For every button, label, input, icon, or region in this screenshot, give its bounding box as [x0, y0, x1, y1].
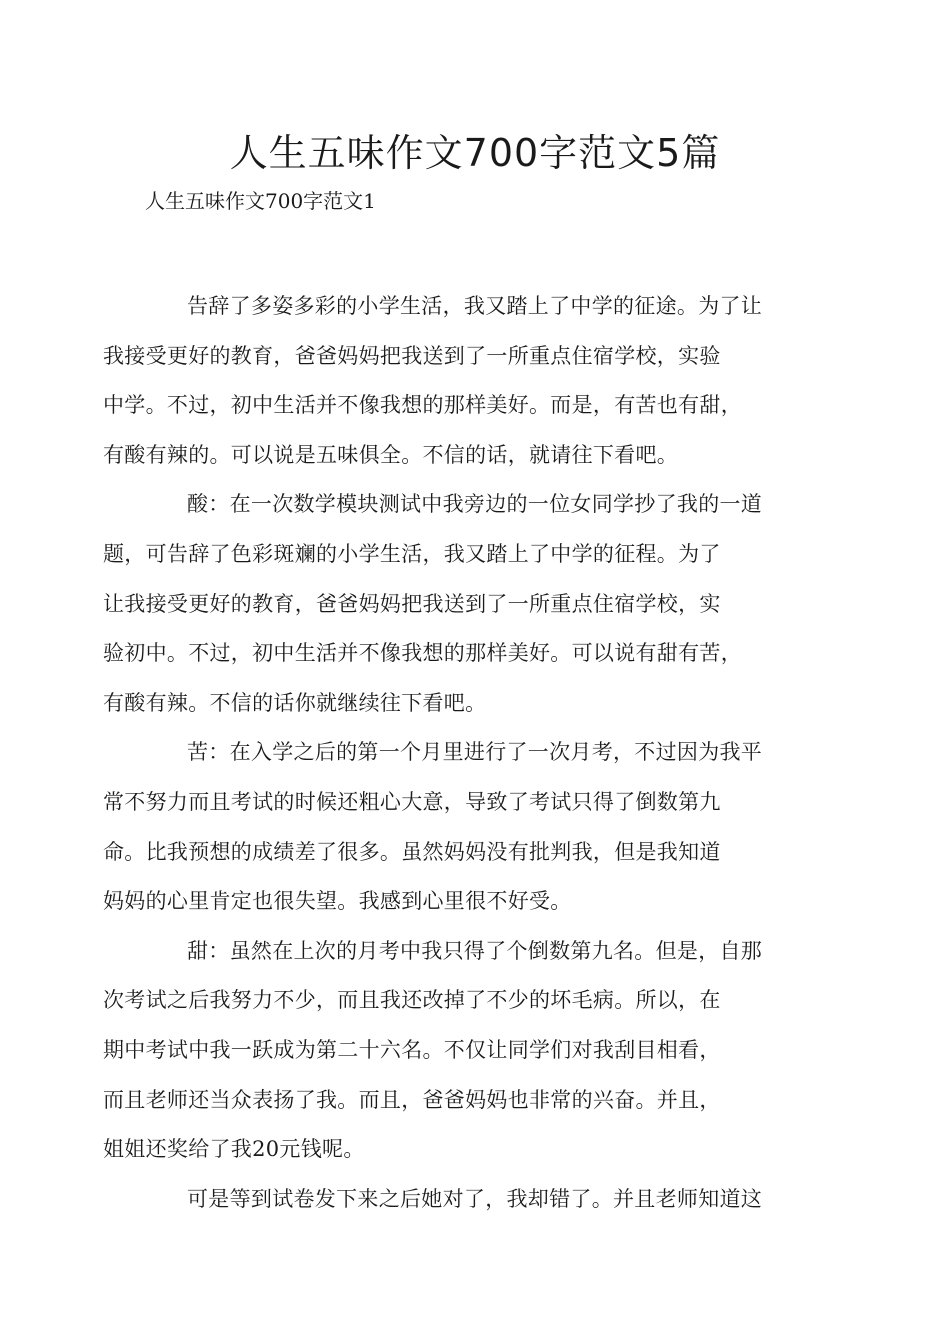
paragraph-line: 我接受更好的教育，爸爸妈妈把我送到了一所重点住宿学校，实验 [103, 343, 721, 368]
paragraph-line: 有酸有辣的。可以说是五味俱全。不信的话，就请往下看吧。 [103, 442, 679, 467]
paragraph-line: 可是等到试卷发下来之后她对了，我却错了。并且老师知道这 [187, 1186, 763, 1211]
paragraph [145, 1175, 825, 1225]
paragraph-line: 次考试之后我努力不少，而且我还改掉了不少的坏毛病。所以，在 [103, 988, 721, 1013]
paragraph [103, 927, 825, 1175]
paragraph-line: 中学。不过，初中生活并不像我想的那样美好。而是，有苦也有甜， [103, 393, 742, 418]
section-title: 人生五味作文700字范文1 [145, 189, 376, 213]
document-body [103, 282, 825, 1224]
paragraph-line: 告辞了多姿多彩的小学生活，我又踏上了中学的征途。为了让 [187, 294, 763, 318]
paragraph-line: 酸：在一次数学模块测试中我旁边的一位女同学抄了我的一道 [187, 492, 763, 517]
paragraph-line: 妈妈的心里肯定也很失望。我感到心里很不好受。 [103, 889, 572, 914]
paragraph-line: 而且老师还当众表扬了我。而且，爸爸妈妈也非常的兴奋。并且， [103, 1087, 721, 1112]
paragraph-line: 常不努力而且考试的时候还粗心大意，导致了考试只得了倒数第九 [103, 789, 721, 814]
paragraph-line: 姐姐还奖给了我20元钱呢。 [103, 1137, 365, 1162]
paragraph-line: 题，可告辞了色彩斑斓的小学生活，我又踏上了中学的征程。为了 [103, 541, 721, 566]
paragraph-line: 苦：在入学之后的第一个月里进行了一次月考，不过因为我平 [187, 740, 763, 765]
paragraph [103, 480, 825, 728]
paragraph [103, 728, 825, 926]
paragraph-line: 有酸有辣。不信的话你就继续往下看吧。 [103, 690, 487, 715]
paragraph-line: 期中考试中我一跃成为第二十六名。不仅让同学们对我刮目相看， [103, 1037, 721, 1062]
paragraph-line: 让我接受更好的教育，爸爸妈妈把我送到了一所重点住宿学校，实 [103, 591, 721, 616]
paragraph-line: 验初中。不过，初中生活并不像我想的那样美好。可以说有甜有苦， [103, 641, 742, 666]
paragraph [103, 282, 825, 480]
document-title: 人生五味作文700字范文5篇 [229, 131, 721, 175]
paragraph-line: 甜：虽然在上次的月考中我只得了个倒数第九名。但是，自那 [187, 938, 763, 963]
paragraph-line: 命。比我预想的成绩差了很多。虽然妈妈没有批判我，但是我知道 [103, 839, 721, 864]
